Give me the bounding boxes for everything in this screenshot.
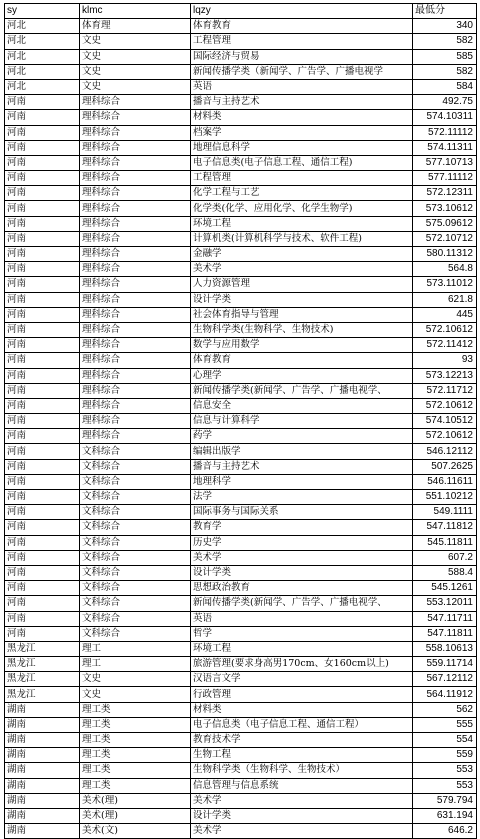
cell-klmc[interactable]: 文科综合 — [80, 596, 191, 611]
cell-lqzy[interactable]: 法学 — [191, 490, 413, 505]
table-row — [5, 793, 477, 808]
cell-klmc[interactable]: 理工类 — [80, 733, 191, 748]
header-row — [5, 4, 477, 19]
cell-lqzy[interactable]: 社会体育指导与管理 — [191, 307, 413, 322]
cell-sy[interactable]: 河北 — [5, 79, 80, 94]
cell-lqzy[interactable]: 人力资源管理 — [191, 277, 413, 292]
cell-sy[interactable]: 河南 — [5, 505, 80, 520]
cell-sy[interactable]: 河南 — [5, 596, 80, 611]
cell-lqzy[interactable]: 新闻传播学类(新闻学、广告学、广播电视学、 — [191, 596, 413, 611]
cell-klmc[interactable]: 文史 — [80, 49, 191, 64]
cell-sy[interactable]: 河南 — [5, 383, 80, 398]
cell-klmc[interactable]: 理工 — [80, 641, 191, 656]
table-row — [5, 34, 477, 49]
cell-sy[interactable]: 河南 — [5, 307, 80, 322]
table-row — [5, 657, 477, 672]
cell-klmc[interactable]: 理科综合 — [80, 216, 191, 231]
cell-min-score[interactable]: 445 — [413, 307, 477, 322]
cell-klmc[interactable]: 理工 — [80, 657, 191, 672]
cell-lqzy[interactable]: 地理信息科学 — [191, 140, 413, 155]
table-row — [5, 216, 477, 231]
cell-klmc[interactable]: 文科综合 — [80, 505, 191, 520]
cell-sy[interactable]: 河南 — [5, 444, 80, 459]
table-row — [5, 262, 477, 277]
cell-min-score[interactable]: 559.11714 — [413, 657, 477, 672]
cell-min-score[interactable]: 547.11711 — [413, 611, 477, 626]
cell-klmc[interactable]: 体育理 — [80, 19, 191, 34]
cell-lqzy[interactable]: 行政管理 — [191, 687, 413, 702]
cell-klmc[interactable]: 理科综合 — [80, 353, 191, 368]
cell-klmc[interactable]: 文科综合 — [80, 520, 191, 535]
cell-klmc[interactable]: 文史 — [80, 79, 191, 94]
cell-sy[interactable]: 河南 — [5, 231, 80, 246]
table-row — [5, 277, 477, 292]
table-row — [5, 353, 477, 368]
admission-score-table — [4, 3, 477, 839]
cell-min-score[interactable]: 574.11311 — [413, 140, 477, 155]
cell-min-score[interactable]: 93 — [413, 353, 477, 368]
cell-lqzy[interactable]: 设计学类 — [191, 565, 413, 580]
cell-min-score[interactable]: 546.11611 — [413, 474, 477, 489]
cell-klmc[interactable]: 理科综合 — [80, 155, 191, 170]
table-row — [5, 626, 477, 641]
cell-klmc[interactable]: 理科综合 — [80, 110, 191, 125]
cell-sy[interactable]: 河北 — [5, 49, 80, 64]
table-row — [5, 307, 477, 322]
cell-lqzy[interactable]: 设计学类 — [191, 808, 413, 823]
cell-sy[interactable]: 湖南 — [5, 717, 80, 732]
cell-sy[interactable]: 河北 — [5, 64, 80, 79]
cell-klmc[interactable]: 美术(理) — [80, 793, 191, 808]
cell-klmc[interactable]: 理科综合 — [80, 429, 191, 444]
cell-sy[interactable]: 河南 — [5, 277, 80, 292]
table-row — [5, 64, 477, 79]
table-row — [5, 201, 477, 216]
column-header-min-score[interactable]: 最低分 — [413, 4, 477, 19]
table-row — [5, 641, 477, 656]
cell-sy[interactable]: 河南 — [5, 216, 80, 231]
cell-min-score[interactable]: 553 — [413, 778, 477, 793]
table-row — [5, 95, 477, 110]
cell-sy[interactable]: 湖南 — [5, 808, 80, 823]
cell-sy[interactable]: 河南 — [5, 247, 80, 262]
cell-min-score[interactable]: 621.8 — [413, 292, 477, 307]
cell-lqzy[interactable]: 设计学类 — [191, 292, 413, 307]
table-row — [5, 474, 477, 489]
cell-klmc[interactable]: 美术(理) — [80, 808, 191, 823]
cell-klmc[interactable]: 理科综合 — [80, 125, 191, 140]
cell-klmc[interactable]: 文科综合 — [80, 474, 191, 489]
cell-min-score[interactable]: 547.11812 — [413, 520, 477, 535]
cell-lqzy[interactable]: 英语 — [191, 79, 413, 94]
table-row — [5, 763, 477, 778]
cell-lqzy[interactable]: 思想政治教育 — [191, 581, 413, 596]
cell-min-score[interactable]: 567.12112 — [413, 672, 477, 687]
cell-lqzy[interactable]: 数学与应用数学 — [191, 338, 413, 353]
cell-lqzy[interactable]: 播音与主持艺术 — [191, 459, 413, 474]
cell-sy[interactable]: 河南 — [5, 414, 80, 429]
cell-klmc[interactable]: 文史 — [80, 64, 191, 79]
cell-klmc[interactable]: 理科综合 — [80, 171, 191, 186]
cell-lqzy[interactable]: 档案学 — [191, 125, 413, 140]
cell-klmc[interactable]: 理科综合 — [80, 95, 191, 110]
table-row — [5, 808, 477, 823]
table-row — [5, 505, 477, 520]
cell-sy[interactable]: 河南 — [5, 125, 80, 140]
cell-klmc[interactable]: 文科综合 — [80, 535, 191, 550]
cell-min-score[interactable]: 574.10512 — [413, 414, 477, 429]
table-row — [5, 19, 477, 34]
cell-min-score[interactable]: 582 — [413, 34, 477, 49]
cell-sy[interactable]: 湖南 — [5, 763, 80, 778]
cell-lqzy[interactable]: 心理学 — [191, 368, 413, 383]
cell-sy[interactable]: 河南 — [5, 292, 80, 307]
cell-min-score[interactable]: 574.10311 — [413, 110, 477, 125]
table-row — [5, 231, 477, 246]
cell-sy[interactable]: 河南 — [5, 110, 80, 125]
cell-min-score[interactable]: 572.10612 — [413, 398, 477, 413]
cell-sy[interactable]: 河南 — [5, 474, 80, 489]
cell-sy[interactable]: 河南 — [5, 398, 80, 413]
cell-min-score[interactable]: 572.10712 — [413, 231, 477, 246]
cell-lqzy[interactable]: 电子信息类(电子信息工程、通信工程) — [191, 155, 413, 170]
cell-klmc[interactable]: 文科综合 — [80, 550, 191, 565]
cell-lqzy[interactable]: 体育教育 — [191, 353, 413, 368]
cell-sy[interactable]: 河南 — [5, 186, 80, 201]
cell-sy[interactable]: 黑龙江 — [5, 657, 80, 672]
cell-min-score[interactable]: 646.2 — [413, 824, 477, 839]
table-row — [5, 748, 477, 763]
cell-klmc[interactable]: 理科综合 — [80, 201, 191, 216]
cell-klmc[interactable]: 理工类 — [80, 748, 191, 763]
cell-sy[interactable]: 湖南 — [5, 778, 80, 793]
table-row — [5, 824, 477, 839]
cell-sy[interactable]: 河南 — [5, 368, 80, 383]
table-row — [5, 444, 477, 459]
cell-lqzy[interactable]: 化学类(化学、应用化学、化学生物学) — [191, 201, 413, 216]
cell-lqzy[interactable]: 生物工程 — [191, 748, 413, 763]
cell-min-score[interactable]: 546.12112 — [413, 444, 477, 459]
cell-sy[interactable]: 黑龙江 — [5, 641, 80, 656]
cell-lqzy[interactable]: 电子信息类（电子信息工程、通信工程） — [191, 717, 413, 732]
cell-sy[interactable]: 河南 — [5, 459, 80, 474]
cell-klmc[interactable]: 理工类 — [80, 763, 191, 778]
table-row — [5, 292, 477, 307]
cell-min-score[interactable]: 585 — [413, 49, 477, 64]
cell-min-score[interactable]: 572.10612 — [413, 429, 477, 444]
column-header-klmc[interactable]: klmc — [80, 4, 191, 19]
cell-min-score[interactable]: 573.10612 — [413, 201, 477, 216]
cell-min-score[interactable]: 573.12213 — [413, 368, 477, 383]
table-row — [5, 171, 477, 186]
cell-klmc[interactable]: 理科综合 — [80, 368, 191, 383]
cell-lqzy[interactable]: 国际经济与贸易 — [191, 49, 413, 64]
cell-lqzy[interactable]: 工程管理 — [191, 34, 413, 49]
cell-klmc[interactable]: 理工类 — [80, 717, 191, 732]
spreadsheet — [4, 3, 476, 839]
cell-min-score[interactable]: 551.10212 — [413, 490, 477, 505]
cell-klmc[interactable]: 文史 — [80, 34, 191, 49]
cell-sy[interactable]: 黑龙江 — [5, 672, 80, 687]
cell-min-score[interactable]: 582 — [413, 64, 477, 79]
cell-klmc[interactable]: 文科综合 — [80, 626, 191, 641]
table-row — [5, 702, 477, 717]
cell-min-score[interactable]: 572.11712 — [413, 383, 477, 398]
cell-sy[interactable]: 河南 — [5, 550, 80, 565]
cell-klmc[interactable]: 理科综合 — [80, 186, 191, 201]
cell-klmc[interactable]: 理科综合 — [80, 307, 191, 322]
cell-min-score[interactable]: 558.10613 — [413, 641, 477, 656]
table-row — [5, 110, 477, 125]
cell-lqzy[interactable]: 工程管理 — [191, 171, 413, 186]
table-row — [5, 125, 477, 140]
cell-klmc[interactable]: 理工类 — [80, 778, 191, 793]
cell-lqzy[interactable]: 新闻传播学类(新闻学、广告学、广播电视学、 — [191, 383, 413, 398]
cell-sy[interactable]: 河南 — [5, 353, 80, 368]
cell-klmc[interactable]: 理科综合 — [80, 262, 191, 277]
table-row — [5, 140, 477, 155]
table-row — [5, 414, 477, 429]
cell-lqzy[interactable]: 信息管理与信息系统 — [191, 778, 413, 793]
cell-klmc[interactable]: 理科综合 — [80, 247, 191, 262]
cell-lqzy[interactable]: 材料类 — [191, 110, 413, 125]
cell-lqzy[interactable]: 生物科学类（生物科学、生物技术） — [191, 763, 413, 778]
cell-klmc[interactable]: 理科综合 — [80, 398, 191, 413]
cell-min-score[interactable]: 545.11811 — [413, 535, 477, 550]
cell-min-score[interactable]: 572.12311 — [413, 186, 477, 201]
cell-min-score[interactable]: 492.75 — [413, 95, 477, 110]
table-row — [5, 49, 477, 64]
cell-sy[interactable]: 河北 — [5, 19, 80, 34]
cell-min-score[interactable]: 507.2625 — [413, 459, 477, 474]
cell-sy[interactable]: 湖南 — [5, 824, 80, 839]
cell-klmc[interactable]: 理科综合 — [80, 414, 191, 429]
cell-sy[interactable]: 河南 — [5, 565, 80, 580]
cell-lqzy[interactable]: 计算机类(计算机科学与技术、软件工程) — [191, 231, 413, 246]
table-row — [5, 581, 477, 596]
cell-lqzy[interactable]: 历史学 — [191, 535, 413, 550]
cell-min-score[interactable]: 564.8 — [413, 262, 477, 277]
cell-klmc[interactable]: 文科综合 — [80, 490, 191, 505]
cell-klmc[interactable]: 文科综合 — [80, 565, 191, 580]
cell-lqzy[interactable]: 教育学 — [191, 520, 413, 535]
cell-min-score[interactable]: 559 — [413, 748, 477, 763]
cell-lqzy[interactable]: 信息与计算科学 — [191, 414, 413, 429]
cell-lqzy[interactable]: 地理科学 — [191, 474, 413, 489]
table-row — [5, 611, 477, 626]
cell-sy[interactable]: 河南 — [5, 322, 80, 337]
table-row — [5, 490, 477, 505]
table-row — [5, 596, 477, 611]
table-row — [5, 368, 477, 383]
cell-klmc[interactable]: 理科综合 — [80, 292, 191, 307]
table-row — [5, 535, 477, 550]
cell-klmc[interactable]: 理科综合 — [80, 277, 191, 292]
cell-lqzy[interactable]: 美术学 — [191, 824, 413, 839]
table-row — [5, 550, 477, 565]
cell-lqzy[interactable]: 美术学 — [191, 793, 413, 808]
table-row — [5, 186, 477, 201]
cell-sy[interactable]: 湖南 — [5, 748, 80, 763]
cell-klmc[interactable]: 文史 — [80, 687, 191, 702]
cell-klmc[interactable]: 文史 — [80, 672, 191, 687]
cell-lqzy[interactable]: 哲学 — [191, 626, 413, 641]
cell-sy[interactable]: 河南 — [5, 429, 80, 444]
cell-sy[interactable]: 湖南 — [5, 702, 80, 717]
table-row — [5, 672, 477, 687]
cell-sy[interactable]: 河南 — [5, 535, 80, 550]
cell-sy[interactable]: 河南 — [5, 581, 80, 596]
cell-min-score[interactable]: 340 — [413, 19, 477, 34]
cell-lqzy[interactable]: 新闻传播学类（新闻学、广告学、广播电视学 — [191, 64, 413, 79]
column-header-sy[interactable]: sy — [5, 4, 80, 19]
cell-lqzy[interactable]: 生物科学类(生物科学、生物技术) — [191, 322, 413, 337]
cell-min-score[interactable]: 607.2 — [413, 550, 477, 565]
cell-min-score[interactable]: 572.11412 — [413, 338, 477, 353]
cell-sy[interactable]: 河南 — [5, 338, 80, 353]
cell-klmc[interactable]: 理科综合 — [80, 338, 191, 353]
cell-min-score[interactable]: 577.11112 — [413, 171, 477, 186]
column-header-lqzy[interactable]: lqzy — [191, 4, 413, 19]
cell-klmc[interactable]: 理工类 — [80, 702, 191, 717]
table-row — [5, 733, 477, 748]
cell-sy[interactable]: 河南 — [5, 95, 80, 110]
table-row — [5, 322, 477, 337]
cell-lqzy[interactable]: 信息安全 — [191, 398, 413, 413]
cell-lqzy[interactable]: 化学工程与工艺 — [191, 186, 413, 201]
table-body — [5, 19, 477, 839]
cell-min-score[interactable]: 553.12011 — [413, 596, 477, 611]
cell-sy[interactable]: 河南 — [5, 262, 80, 277]
cell-klmc[interactable]: 理科综合 — [80, 231, 191, 246]
cell-min-score[interactable]: 555 — [413, 717, 477, 732]
cell-sy[interactable]: 河南 — [5, 520, 80, 535]
cell-sy[interactable]: 湖南 — [5, 793, 80, 808]
cell-klmc[interactable]: 理科综合 — [80, 140, 191, 155]
cell-lqzy[interactable]: 播音与主持艺术 — [191, 95, 413, 110]
cell-min-score[interactable]: 545.1261 — [413, 581, 477, 596]
cell-sy[interactable]: 河南 — [5, 140, 80, 155]
cell-lqzy[interactable]: 教育技术学 — [191, 733, 413, 748]
cell-klmc[interactable]: 文科综合 — [80, 611, 191, 626]
cell-lqzy[interactable]: 药学 — [191, 429, 413, 444]
cell-klmc[interactable]: 文科综合 — [80, 459, 191, 474]
cell-min-score[interactable]: 572.10612 — [413, 322, 477, 337]
cell-klmc[interactable]: 美术(文) — [80, 824, 191, 839]
cell-min-score[interactable]: 564.11912 — [413, 687, 477, 702]
cell-min-score[interactable]: 573.11012 — [413, 277, 477, 292]
table-row — [5, 459, 477, 474]
cell-min-score[interactable]: 549.1111 — [413, 505, 477, 520]
cell-min-score[interactable]: 575.09612 — [413, 216, 477, 231]
cell-sy[interactable]: 河北 — [5, 34, 80, 49]
cell-sy[interactable]: 湖南 — [5, 733, 80, 748]
cell-min-score[interactable]: 554 — [413, 733, 477, 748]
table-row — [5, 429, 477, 444]
cell-lqzy[interactable]: 编辑出版学 — [191, 444, 413, 459]
cell-lqzy[interactable]: 美术学 — [191, 262, 413, 277]
table-row — [5, 155, 477, 170]
table-row — [5, 520, 477, 535]
cell-lqzy[interactable]: 旅游管理(要求身高男170cm、女160cm以上) — [191, 657, 413, 672]
cell-lqzy[interactable]: 英语 — [191, 611, 413, 626]
cell-lqzy[interactable]: 材料类 — [191, 702, 413, 717]
table-row — [5, 338, 477, 353]
cell-min-score[interactable]: 562 — [413, 702, 477, 717]
table-row — [5, 565, 477, 580]
cell-sy[interactable]: 河南 — [5, 490, 80, 505]
table-row — [5, 398, 477, 413]
cell-min-score[interactable]: 584 — [413, 79, 477, 94]
cell-lqzy[interactable]: 体育教育 — [191, 19, 413, 34]
cell-sy[interactable]: 河南 — [5, 626, 80, 641]
cell-sy[interactable]: 河南 — [5, 611, 80, 626]
cell-min-score[interactable]: 553 — [413, 763, 477, 778]
cell-sy[interactable]: 黑龙江 — [5, 687, 80, 702]
cell-lqzy[interactable]: 环境工程 — [191, 216, 413, 231]
cell-klmc[interactable]: 文科综合 — [80, 581, 191, 596]
table-row — [5, 687, 477, 702]
table-row — [5, 79, 477, 94]
cell-lqzy[interactable]: 美术学 — [191, 550, 413, 565]
cell-min-score[interactable]: 577.10713 — [413, 155, 477, 170]
table-row — [5, 717, 477, 732]
cell-min-score[interactable]: 588.4 — [413, 565, 477, 580]
cell-lqzy[interactable]: 环境工程 — [191, 641, 413, 656]
cell-sy[interactable]: 河南 — [5, 171, 80, 186]
cell-sy[interactable]: 河南 — [5, 155, 80, 170]
cell-lqzy[interactable]: 汉语言文学 — [191, 672, 413, 687]
cell-lqzy[interactable]: 国际事务与国际关系 — [191, 505, 413, 520]
cell-klmc[interactable]: 文科综合 — [80, 444, 191, 459]
table-row — [5, 778, 477, 793]
cell-lqzy[interactable]: 金融学 — [191, 247, 413, 262]
cell-min-score[interactable]: 579.794 — [413, 793, 477, 808]
cell-min-score[interactable]: 547.11811 — [413, 626, 477, 641]
cell-klmc[interactable]: 理科综合 — [80, 383, 191, 398]
cell-min-score[interactable]: 572.11112 — [413, 125, 477, 140]
table-row — [5, 383, 477, 398]
cell-min-score[interactable]: 580.11312 — [413, 247, 477, 262]
cell-min-score[interactable]: 631.194 — [413, 808, 477, 823]
cell-klmc[interactable]: 理科综合 — [80, 322, 191, 337]
table-row — [5, 247, 477, 262]
cell-sy[interactable]: 河南 — [5, 201, 80, 216]
